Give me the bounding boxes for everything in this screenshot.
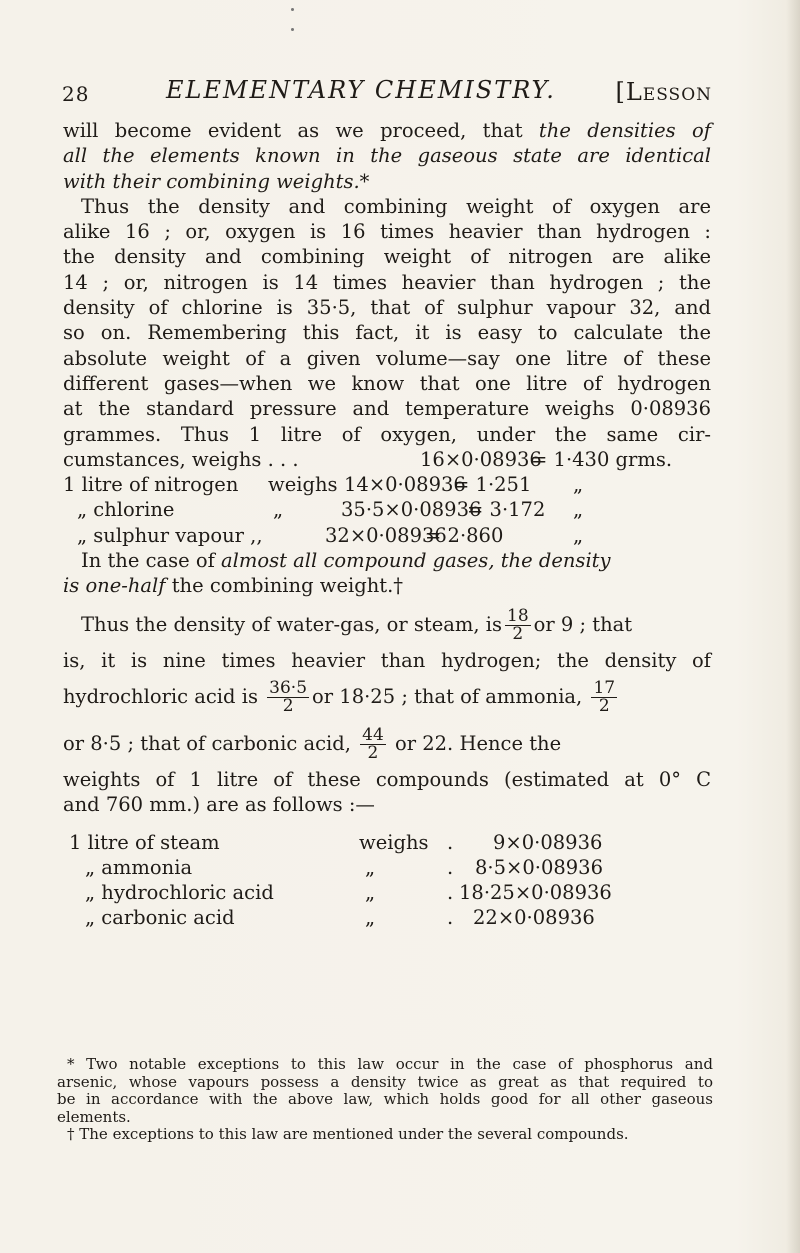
fraction: $\frac{17}{2}$ <box>593 677 616 716</box>
formula-line: or 8·5 ; that of carbonic acid, $\frac{44}{2}$ or 22. Hence the <box>63 724 562 763</box>
footnote-line: * Two notable exceptions to this law occur in the case of phosphorus and <box>67 1055 713 1073</box>
page-edge-shadow <box>786 0 800 1253</box>
weights-table-row: „ hydrochloric acid „ . 18·25×0·08936 <box>85 880 612 904</box>
page-number: 28 <box>62 82 90 106</box>
calc-row: cumstances, weighs . . . 16×0·08936 = 1·430 grms. <box>63 447 673 471</box>
text-line: with their combining weights.* <box>63 169 370 193</box>
formula-line: Thus the density of water-gas, or steam, is $\frac{18}{2}$ or 9 ; that <box>81 605 633 644</box>
text-line: weights of 1 litre of these compounds (estimated at 0° C <box>63 767 711 791</box>
footnote-line: be in accordance with the above law, which holds good for all other gaseous <box>57 1090 713 1108</box>
text-line: grammes. Thus 1 litre of oxygen, under the same cir- <box>63 422 711 446</box>
fraction: $\frac{36\cdot 5}{2}$ <box>269 677 308 716</box>
fraction: $\frac{18}{2}$ <box>507 605 529 644</box>
text-line: different gases—when we know that one litre of hydrogen <box>63 371 711 395</box>
text-line: alike 16 ; or, oxygen is 16 times heavier than hydrogen : <box>63 220 711 244</box>
text-line: absolute weight of a given volume—say one litre of these <box>63 346 711 370</box>
running-title: ELEMENTARY CHEMISTRY. <box>166 76 556 104</box>
text-line: so on. Remembering this fact, it is easy to calculate the <box>63 321 711 345</box>
text-line: density of chlorine is 35·5, that of sulphur vapour 32, and <box>63 296 711 320</box>
running-header <box>62 76 712 112</box>
text-line: In the case of almost all compound gases, the density <box>81 549 611 573</box>
fraction: $\frac{44}{2}$ <box>362 724 384 763</box>
calc-row: 1 litre of nitrogen weighs 14×0·08936 = 1·251 „ <box>63 473 584 497</box>
text-line: is one-half the combining weight.† <box>63 574 404 598</box>
weights-table-row: 1 litre of steam weighs . 9×0·08936 <box>69 830 603 854</box>
text-line: the density and combining weight of nitrogen are alike <box>63 245 711 269</box>
calc-row: „ sulphur vapour ,, 32×0·08936 = 2·860 „ <box>77 523 584 547</box>
text-line: is, it is nine times heavier than hydrogen; the density of <box>63 648 711 672</box>
weights-table-row: „ ammonia „ . 8·5×0·08936 <box>85 855 603 879</box>
calc-row: „ chlorine „ 35·5×0·08936 = 3·172 „ <box>77 498 584 522</box>
body-text <box>63 118 711 930</box>
text-line: 14 ; or, nitrogen is 14 times heavier than hydrogen ; the <box>63 270 711 294</box>
text-line: at the standard pressure and temperature weighs 0·08936 <box>63 397 711 421</box>
text-line: and 760 mm.) are as follows :— <box>63 793 375 817</box>
footnote-line: arsenic, whose vapours possess a density twice as great as that required to <box>57 1072 713 1091</box>
footnote-line: † The exceptions to this law are mentioned under the several compounds. <box>67 1125 629 1143</box>
text-line: Thus the density and combining weight of oxygen are <box>81 194 711 218</box>
text-line: will become evident as we proceed, that the densities of <box>63 119 712 142</box>
lesson-label: [Lesson <box>615 78 712 106</box>
weights-table-row: „ carbonic acid „ . 22×0·08936 <box>85 905 595 929</box>
text-line: all the elements known in the gaseous state are identical <box>63 144 711 168</box>
formula-line: hydrochloric acid is $\frac{36\cdot 5}{2}$ or 18·25 ; that of ammonia, $\frac{17}{2}$ <box>63 677 616 716</box>
page-speck <box>291 8 294 11</box>
footnote-line: elements. <box>57 1107 131 1126</box>
footnotes <box>57 1056 713 1144</box>
page-speck <box>291 28 294 31</box>
